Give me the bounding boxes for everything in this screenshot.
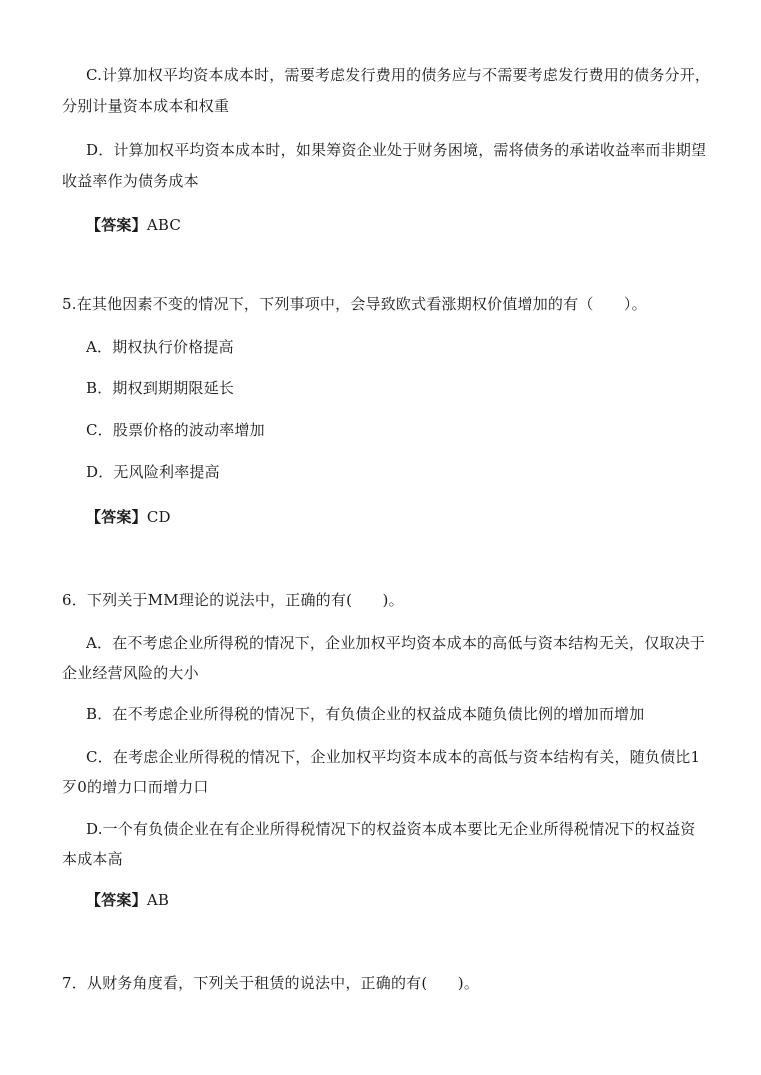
answer-label: 【答案】 bbox=[86, 216, 147, 234]
q5-answer bbox=[86, 506, 171, 528]
q6-option-d-line2: 本成本高 bbox=[62, 850, 123, 868]
answer-value: AB bbox=[146, 891, 170, 909]
q7-stem: 7．从财务角度看，下列关于租赁的说法中，正确的有( )。 bbox=[62, 974, 480, 992]
q5-option-c: C．股票价格的波动率增加 bbox=[86, 421, 265, 439]
q6-stem: 6．下列关于MM理论的说法中，正确的有( )。 bbox=[62, 591, 404, 609]
q4-option-c-line1: C.计算加权平均资本成本时，需要考虑发行费用的债务应与不需要考虑发行费用的债务分开， bbox=[86, 66, 711, 84]
q5-option-d: D．无风险利率提高 bbox=[86, 463, 220, 481]
q5-stem: 5.在其他因素不变的情况下，下列事项中，会导致欧式看涨期权价值增加的有（ ）。 bbox=[62, 295, 647, 313]
q6-option-c-line2: 歹0的增力口而增力口 bbox=[62, 778, 209, 796]
q6-option-a-line1: A．在不考虑企业所得税的情况下，企业加权平均资本成本的高低与资本结构无关，仅取决于 bbox=[86, 634, 706, 652]
q4-option-d-line2: 收益率作为债务成本 bbox=[62, 172, 199, 190]
q6-answer bbox=[86, 889, 169, 911]
q6-option-b: B．在不考虑企业所得税的情况下，有负债企业的权益成本随负债比例的增加而增加 bbox=[86, 705, 645, 723]
q6-option-d-line1: D.一个有负债企业在有企业所得税情况下的权益资本成本要比无企业所得税情况下的权益资 bbox=[86, 820, 696, 838]
q5-option-b: B．期权到期期限延长 bbox=[86, 379, 235, 397]
q4-option-c-line2: 分别计量资本成本和权重 bbox=[62, 97, 230, 115]
answer-label: 【答案】 bbox=[86, 891, 147, 909]
answer-value: ABC bbox=[146, 216, 182, 234]
q6-option-c-line1: C．在考虑企业所得税的情况下，企业加权平均资本成本的高低与资本结构有关，随负债比1 bbox=[86, 748, 701, 766]
q6-option-a-line2: 企业经营风险的大小 bbox=[62, 664, 199, 682]
q5-option-a: A．期权执行价格提高 bbox=[86, 338, 234, 356]
q4-option-d-line1: D．计算加权平均资本成本时，如果筹资企业处于财务困境，需将债务的承诺收益率而非期望 bbox=[86, 141, 707, 159]
answer-label: 【答案】 bbox=[86, 508, 147, 526]
q4-answer bbox=[86, 214, 181, 236]
answer-value: CD bbox=[146, 508, 171, 526]
